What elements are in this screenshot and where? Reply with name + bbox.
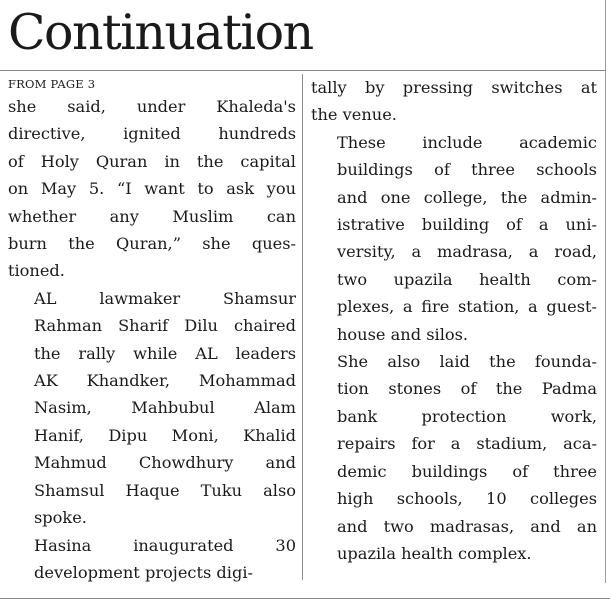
article-line: spoke. [34, 508, 87, 528]
article-line: burn the Quran,” she ques- [8, 234, 296, 254]
article-line: Shamsul Haque Tuku also [34, 480, 296, 500]
article-line: Nasim, Mahbubul Alam [34, 398, 296, 418]
article-line: These include academic [337, 132, 597, 152]
headline: Continuation [8, 4, 313, 61]
article-line: repairs for a stadium, aca- [337, 434, 597, 454]
bottom-rule [0, 598, 610, 599]
article-paragraph [311, 348, 597, 567]
article-paragraph [8, 285, 296, 532]
left-column [8, 93, 296, 586]
article-line: AL lawmaker Shamsur [34, 288, 296, 308]
article-paragraph [311, 74, 597, 129]
article-line: of Holy Quran in the capital [8, 151, 296, 171]
column-divider [302, 74, 303, 580]
headline-rule [0, 70, 606, 71]
article-line: directive, ignited hundreds [8, 124, 296, 144]
article-line: demic buildings of three [337, 461, 597, 481]
article-line: she said, under Khaleda's [8, 97, 296, 116]
right-column [311, 74, 597, 567]
article-line: high schools, 10 colleges [337, 489, 597, 509]
article-line: tioned. [8, 261, 65, 281]
article-line: plexes, a fire station, a guest- [337, 297, 597, 317]
article-line: She also laid the founda- [337, 352, 597, 372]
article-line: Hasina inaugurated 30 [34, 535, 296, 555]
article-line: tally by pressing switches at [311, 78, 597, 97]
article-line: whether any Muslim can [8, 206, 296, 226]
article-line: the venue. [311, 105, 397, 125]
article-line: and two madrasas, and an [337, 516, 597, 536]
article-paragraph [311, 129, 597, 348]
article-line: buildings of three schools [337, 160, 597, 180]
article-paragraph [8, 93, 296, 285]
article-line: bank protection work, [337, 406, 597, 426]
article-line: versity, a madrasa, a road, [337, 242, 597, 262]
article-line: two upazila health com- [337, 269, 597, 289]
right-border-rule [605, 0, 606, 583]
article-line: house and silos. [337, 324, 469, 344]
article-line: and one college, the admin- [337, 187, 597, 207]
article-line: Mahmud Chowdhury and [34, 453, 296, 473]
article-line: tion stones of the Padma [337, 379, 597, 399]
article-line: development projects digi- [34, 562, 253, 582]
article-line: AK Khandker, Mohammad [34, 371, 296, 391]
article-line: Rahman Sharif Dilu chaired [34, 316, 296, 336]
article-line: Hanif, Dipu Moni, Khalid [34, 425, 296, 445]
article-line: istrative building of a uni- [337, 215, 597, 235]
from-page-kicker: FROM PAGE 3 [8, 77, 96, 91]
article-paragraph [8, 532, 296, 587]
article-line: on May 5. “I want to ask you [8, 179, 296, 199]
article-line: upazila health complex. [337, 543, 532, 563]
article-line: the rally while AL leaders [34, 343, 296, 363]
